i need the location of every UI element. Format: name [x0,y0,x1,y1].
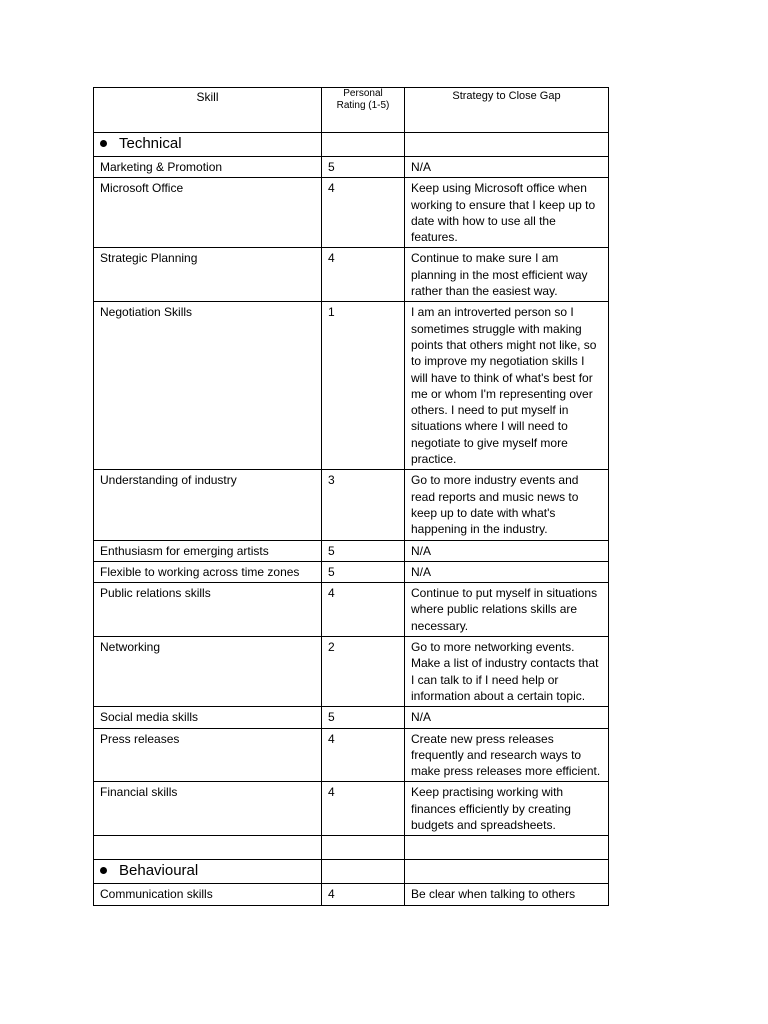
table-row [94,302,609,470]
rating-cell: 4 [322,782,405,836]
skill-cell: Strategic Planning [94,248,322,302]
table-row [94,707,609,728]
section-title: Behavioural [119,862,199,880]
section-row-technical [94,133,609,157]
skill-cell: Enthusiasm for emerging artists [94,540,322,561]
empty-cell [94,836,322,860]
table-row [94,782,609,836]
header-row [94,88,609,133]
table-row [94,470,609,540]
strategy-cell: Go to more networking events. Make a list of industry contacts that I can talk to if I need help or information about a certain topic. [405,637,609,707]
strategy-cell: Create new press releases frequently and research ways to make press releases more efficient. [405,728,609,782]
section-heading [94,133,322,157]
rating-cell: 5 [322,540,405,561]
rating-cell: 3 [322,470,405,540]
rating-cell: 4 [322,884,405,905]
skills-table [93,87,609,906]
header-rating: Personal Rating (1-5) [322,88,405,133]
skill-cell: Press releases [94,728,322,782]
rating-cell: 4 [322,248,405,302]
table-row [94,728,609,782]
table-row [94,248,609,302]
rating-cell: 1 [322,302,405,470]
strategy-cell: Go to more industry events and read reports and music news to keep up to date with what's happening in the industry. [405,470,609,540]
skill-cell: Social media skills [94,707,322,728]
strategy-cell: N/A [405,561,609,582]
skill-cell: Microsoft Office [94,178,322,248]
empty-cell [322,836,405,860]
strategy-cell: Be clear when talking to others [405,884,609,905]
skill-cell: Marketing & Promotion [94,157,322,178]
strategy-cell: Keep practising working with finances efficiently by creating budgets and spreadsheets. [405,782,609,836]
skill-cell: Flexible to working across time zones [94,561,322,582]
skill-cell: Financial skills [94,782,322,836]
header-skill: Skill [94,88,322,133]
strategy-cell: N/A [405,540,609,561]
rating-cell: 2 [322,637,405,707]
skill-cell: Communication skills [94,884,322,905]
skill-cell: Negotiation Skills [94,302,322,470]
section-empty-cell [322,133,405,157]
skill-cell: Public relations skills [94,583,322,637]
strategy-cell: Continue to put myself in situations where public relations skills are necessary. [405,583,609,637]
section-empty-cell [405,133,609,157]
rating-cell: 4 [322,583,405,637]
rating-cell: 5 [322,561,405,582]
table-row [94,178,609,248]
rating-cell: 5 [322,707,405,728]
strategy-cell: N/A [405,157,609,178]
skill-cell: Understanding of industry [94,470,322,540]
bullet-icon [100,140,107,147]
table-row [94,540,609,561]
section-empty-cell [405,860,609,884]
table-row [94,561,609,582]
rating-cell: 4 [322,178,405,248]
section-empty-cell [322,860,405,884]
table-row [94,157,609,178]
section-heading [94,860,322,884]
rating-cell: 4 [322,728,405,782]
table-row [94,637,609,707]
strategy-cell: Continue to make sure I am planning in the most efficient way rather than the easiest way. [405,248,609,302]
rating-cell: 5 [322,157,405,178]
section-row-behavioural [94,860,609,884]
bullet-icon [100,867,107,874]
strategy-cell: Keep using Microsoft office when working to ensure that I keep up to date with how to use all the features. [405,178,609,248]
section-title: Technical [119,135,182,152]
empty-cell [405,836,609,860]
table-row [94,884,609,905]
table-row [94,583,609,637]
strategy-cell: I am an introverted person so I sometimes struggle with making points that others might not like, so to improve my negotiation skills I will have to think of what's best for me or whom I'm representing over others. I need to put myself in situations where I will need to negotiate to give myself more practice. [405,302,609,470]
strategy-cell: N/A [405,707,609,728]
blank-row [94,836,609,860]
header-strategy: Strategy to Close Gap [405,88,609,133]
skill-cell: Networking [94,637,322,707]
